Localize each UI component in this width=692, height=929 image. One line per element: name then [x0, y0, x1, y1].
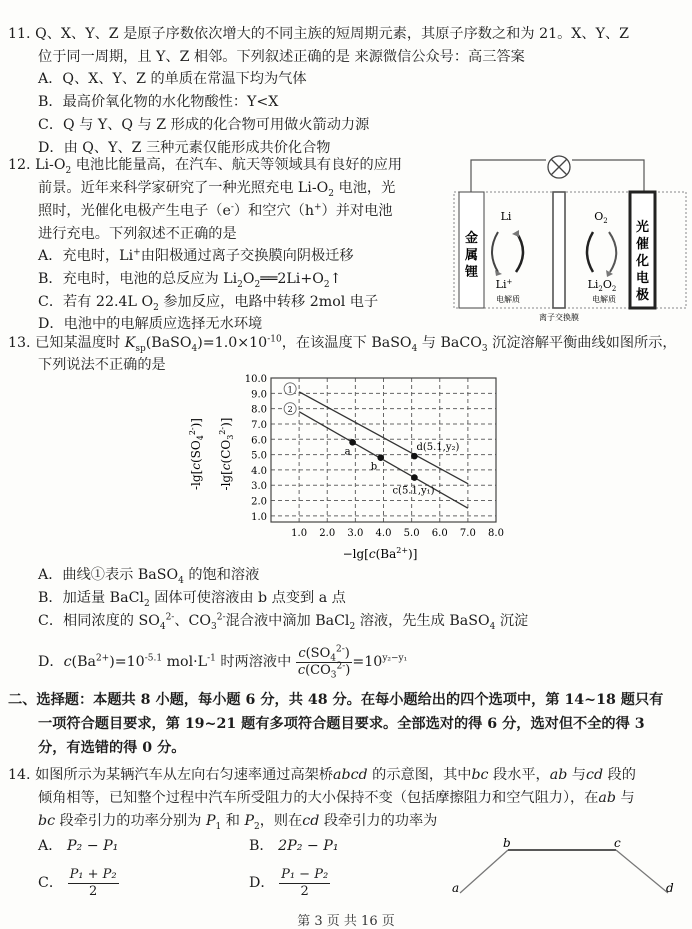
- q12-option-c[interactable]: [38, 292, 378, 312]
- q13-opt-text: 固体可使溶液由 b 点变到 a 点: [149, 590, 346, 606]
- frac-text: ): [344, 645, 350, 661]
- right-bottom-label-sub: 2: [611, 285, 617, 293]
- q14-option-a[interactable]: [38, 836, 118, 856]
- cycle-arrow-icon: [609, 232, 616, 272]
- q11-option-b[interactable]: B．最高价氧化物的水化物酸性：Y<X: [38, 94, 279, 110]
- q13-fraction-denominator: [296, 663, 353, 679]
- q11-option-d[interactable]: D．由 Q、Y、Z 三种元素仅能形成共价化合物: [38, 140, 331, 156]
- section2-heading-line1: 二、选择题：本题共 8 小题，每小题 6 分，共 48 分。在每小题给出的四个选项中，第 14~18 题只有: [8, 692, 664, 708]
- q14-italic: P: [205, 813, 216, 829]
- q13-option-c[interactable]: [38, 611, 528, 631]
- q12-sub: 2: [328, 188, 335, 199]
- section2-heading-line2: 一项符合题目要求，第 19~21 题有多项符合题目要求。全部选对的得 6 分，选对但不全的得 3: [38, 716, 645, 732]
- left-bottom-label-text: Li: [495, 278, 507, 291]
- q13-line2: 下列说法不正确的是: [38, 357, 166, 373]
- q12-opt-text: O: [242, 271, 255, 287]
- q13-sup: 2-: [216, 612, 226, 623]
- x-tick-label: 3.0: [347, 528, 364, 539]
- q12-sup: +: [133, 247, 141, 258]
- q14-line3: [38, 811, 437, 831]
- q13-opt-text: 的饱和溶液: [183, 567, 260, 583]
- q13-number: 13.: [8, 335, 31, 351]
- q11-stem-2: 位于同一周期，且 Y、Z 相邻。下列叙述正确的是 来源微信公众号：高三答案: [38, 49, 525, 65]
- q12-sub: 2: [254, 279, 261, 290]
- q12-text: Li-O: [35, 157, 66, 173]
- q14-opt-d-fraction: [279, 867, 330, 900]
- q14-sub: 2: [253, 821, 260, 832]
- q13-opt-text: 沉淀: [495, 613, 529, 629]
- data-point: [349, 439, 356, 446]
- q13-option-d[interactable]: [38, 645, 407, 679]
- q12-sub: 2: [323, 279, 330, 290]
- q13-sup: 2+: [95, 653, 110, 664]
- right-electrode-char: 化: [635, 254, 650, 269]
- q13-opt-text: 混合液中滴加 BaCl: [225, 613, 350, 629]
- q14-text: 与: [615, 790, 635, 806]
- page-footer: 第 3 页 共 16 页: [297, 914, 395, 929]
- x-tick-label: 6.0: [431, 528, 448, 539]
- q13-opt-text: C．相同浓度的 SO: [38, 613, 160, 629]
- q14-italic: ab: [549, 767, 568, 783]
- q13-opt-text: 溶液，先生成 BaSO: [355, 613, 490, 629]
- frac-c: c: [298, 645, 306, 661]
- frac-sup: 2-: [335, 644, 345, 655]
- q14-text: 的示意图，其中: [367, 767, 472, 783]
- frac-c: c: [297, 662, 306, 678]
- left-bottom-label: [496, 278, 513, 291]
- q13-sub: 3: [211, 621, 217, 632]
- q12-opt-text: ↑: [329, 271, 342, 287]
- q14-opt-label: B．: [249, 838, 274, 854]
- q12-line4: 进行充电。下列叙述不正确的是: [38, 226, 237, 242]
- q14-text: 段水平，: [488, 767, 550, 783]
- q13-option-a[interactable]: [38, 565, 259, 585]
- q14-opt-label: C．: [38, 875, 64, 891]
- chart-grid: [271, 378, 496, 522]
- y-tick-label: 2.0: [251, 496, 267, 508]
- right-bottom-label-sub: 2: [598, 285, 603, 293]
- y-tick-label: 6.0: [251, 435, 267, 447]
- q12-sub: 2: [153, 302, 159, 313]
- q11-option-c[interactable]: C．Q 与 Y、Q 与 Z 形成的化合物可用做火箭动力源: [38, 117, 370, 133]
- x-tick-label: 4.0: [375, 528, 392, 539]
- membrane-label: 离子交换膜: [539, 313, 579, 322]
- q13-opt-text: =10: [352, 654, 383, 670]
- q12-opt-text: ══2Li+O: [260, 271, 324, 287]
- q13-opt-text: (Ba: [71, 654, 96, 670]
- q11-line1: [8, 24, 629, 44]
- right-bottom-label: [588, 278, 617, 293]
- q13-opt-text: 、CO: [174, 613, 212, 629]
- q13-sup: -10: [267, 334, 282, 345]
- x-axis-label: $-\lg[c(Ba^{2+})]$: [342, 546, 418, 561]
- arrow-head-icon: [512, 230, 519, 237]
- right-top-label: [594, 210, 608, 225]
- y-tick-label: 1.0: [251, 511, 267, 523]
- x-tick-label: 5.0: [403, 528, 420, 539]
- q14-opt-label: D．: [249, 875, 275, 891]
- chart-y-ticks: [245, 374, 267, 523]
- y-tick-label: 3.0: [251, 481, 267, 493]
- frac-sub: 4: [330, 653, 336, 664]
- q12-text: 电池，光: [334, 180, 396, 196]
- q14-opt-label: A．: [38, 838, 63, 854]
- q12-opt-text: C．若有 22.4L O: [38, 294, 154, 310]
- q13-sup: -5.1: [144, 653, 163, 664]
- data-point-label: d(5.1,y₂): [416, 442, 460, 454]
- right-electrode-char: 电: [635, 271, 650, 286]
- right-electrode-char: 极: [635, 288, 650, 303]
- q13-text: 沉淀溶解平衡曲线如图所示，: [487, 335, 677, 351]
- q12-text: ）和空穴（h: [233, 203, 314, 219]
- q13-sub: 2: [143, 598, 150, 609]
- q12-option-b[interactable]: [38, 269, 341, 289]
- left-electrode-char: 锂: [464, 265, 479, 280]
- lamp-icon: [548, 156, 570, 178]
- data-point: [377, 454, 384, 461]
- x-tick-label: 1.0: [291, 528, 308, 539]
- q13-opt-text: D．: [38, 654, 64, 670]
- q13-text: (BaSO: [145, 335, 192, 351]
- data-point-label: a: [344, 446, 351, 458]
- data-point: [411, 474, 418, 481]
- q12-line2: [38, 178, 395, 198]
- q13-line1: [8, 333, 677, 353]
- fraction-denominator: 2: [300, 883, 309, 899]
- q12-text: ）并对电池: [321, 203, 393, 219]
- q14-number: 14.: [8, 767, 31, 783]
- bridge-label-b: b: [503, 836, 511, 850]
- q13-sub: 3: [481, 343, 488, 354]
- ion-exchange-membrane: [553, 192, 565, 308]
- q13-text: 已知某温度时: [35, 335, 125, 351]
- chart-x-ticks: [291, 528, 504, 539]
- cycle-arrow-icon: [492, 232, 498, 272]
- q14-italic: ab: [598, 790, 616, 806]
- right-top-label-sub: 2: [603, 217, 608, 225]
- right-electrode-char: 光: [635, 220, 650, 235]
- q14-italic: bc: [38, 813, 56, 829]
- q14-italic: bc: [471, 767, 489, 783]
- y-tick-label: 4.0: [251, 465, 267, 477]
- right-electrode-char: 催: [635, 237, 650, 252]
- frac-sup: 2-: [336, 661, 346, 672]
- solubility-equilibrium-chart: [180, 370, 510, 565]
- q13-sub: 2: [349, 621, 356, 632]
- q12-opt-text: B．充电时，电池的总反应为 Li: [38, 271, 238, 287]
- q13-text: 与 BaCO: [417, 335, 482, 351]
- q14-opt-expr: P₂ − P₁: [66, 838, 119, 854]
- q14-option-d[interactable]: [249, 866, 330, 900]
- q13-opt-c: c: [63, 654, 72, 670]
- q12-line1: [8, 155, 402, 175]
- q12-option-a[interactable]: [38, 246, 354, 266]
- q12-sup: +: [313, 202, 322, 213]
- y-tick-label: 10.0: [244, 374, 267, 385]
- q14-italic: cd: [586, 767, 604, 783]
- q14-italic: cd: [302, 813, 320, 829]
- data-point-label: c(5.1,y₁): [392, 485, 435, 497]
- frac-sub: 3: [330, 670, 337, 681]
- fraction-numerator: P₁ − P₂: [281, 866, 329, 882]
- q14-text: 段牵引力的功率为: [319, 813, 438, 829]
- cycle-arrow-icon: [587, 232, 593, 272]
- q13-sub: 4: [191, 343, 198, 354]
- q14-italic: abcd: [333, 767, 368, 783]
- y-tick-label: 5.0: [251, 450, 267, 462]
- q13-sub: 4: [489, 621, 496, 632]
- q14-text: 和: [221, 813, 245, 829]
- section2-heading-line3: 分，有选错的得 0 分。: [38, 740, 186, 756]
- q12-sub: 2: [65, 165, 72, 176]
- bridge-label-a: a: [452, 881, 460, 895]
- x-tick-label: 8.0: [488, 528, 504, 539]
- y-axis-label-so4: $-\lg[c(SO_4^{2-})]$: [188, 417, 205, 491]
- q13-sub: 4: [159, 621, 166, 632]
- bridge-segment-ab: [460, 850, 508, 893]
- right-bottom-label-text: Li: [587, 278, 599, 291]
- q13-sub: sp: [135, 343, 146, 354]
- q14-opt-expr: 2P₂ − P₁: [278, 838, 339, 854]
- q12-opt-text: 参加反应，电路中转移 2mol 电子: [158, 294, 379, 310]
- q11-stem-1: Q、X、Y、Z 是原子序数依次增大的不同主族的短周期元素，其原子序数之和为 21。X、Y、Z: [35, 26, 630, 42]
- q13-opt-text: mol·L: [162, 654, 208, 670]
- q12-sub: 2: [237, 279, 243, 290]
- q13-ksp-k: K: [124, 335, 136, 351]
- q14-sub: 1: [215, 821, 222, 832]
- q12-opt-text: 由阳极通过离子交换膜向阴极迁移: [140, 248, 354, 264]
- bridge-label-c: c: [614, 836, 621, 850]
- q13-opt-text: )=10: [109, 654, 145, 670]
- q13-sup: -1: [207, 653, 216, 664]
- frac-text: ): [345, 662, 351, 678]
- overpass-bridge-diagram: [440, 836, 690, 900]
- data-point: [411, 453, 418, 460]
- q11-number: 11.: [8, 26, 31, 42]
- right-bottom-label-text: O: [602, 278, 612, 291]
- bridge-label-d: d: [666, 881, 674, 895]
- y-tick-label: 9.0: [251, 389, 267, 401]
- series-label: 2: [287, 405, 293, 415]
- q12-text: 照时，光催化电极产生电子（e: [38, 203, 231, 219]
- q13-option-b[interactable]: [38, 588, 346, 608]
- q14-text: 如图所示为某辆汽车从左向右匀速率通过高架桥: [35, 767, 334, 783]
- q14-option-b[interactable]: [249, 836, 339, 856]
- data-point-label: b: [370, 461, 378, 473]
- q12-text: 电池比能量高，在汽车、航天等领域具有良好的应用: [71, 157, 403, 173]
- y-tick-label: 8.0: [251, 404, 267, 416]
- q13-opt-text: 时两溶液中: [215, 654, 292, 670]
- x-tick-label: 7.0: [459, 528, 476, 539]
- left-top-label: Li: [500, 210, 512, 223]
- li-o2-battery-diagram: [450, 152, 690, 330]
- series-label: 1: [287, 385, 293, 395]
- q13-opt-text: A．曲线①表示 BaSO: [38, 567, 179, 583]
- left-bottom-label-sup: +: [506, 278, 513, 286]
- electrolyte-right-label: 电解质: [592, 295, 616, 304]
- q12-number: 12.: [8, 157, 31, 173]
- bridge-segment-cd: [616, 850, 668, 893]
- q11-option-a[interactable]: A．Q、X、Y、Z 的单质在常温下均为气体: [38, 71, 307, 87]
- left-electrode-char: 金: [464, 231, 479, 246]
- q12-sup: -: [230, 202, 234, 213]
- q13-sub: 4: [178, 575, 184, 586]
- q14-line1: [8, 765, 636, 785]
- q13-text: )=1.0×10: [197, 335, 268, 351]
- fraction-numerator: P₁ + P₂: [69, 866, 117, 882]
- q13-text: ，在该温度下 BaSO: [281, 335, 412, 351]
- frac-text: (CO: [305, 662, 331, 678]
- q14-text: 倾角相等，已知整个过程中汽车所受阻力的大小保持不变（包括摩擦阻力和空气阻力），在: [38, 790, 599, 806]
- right-top-label-text: O: [594, 210, 604, 223]
- frac-text: (SO: [305, 645, 331, 661]
- q13-sub: 4: [411, 343, 418, 354]
- q12-line3: [38, 201, 392, 221]
- cycle-arrow-icon: [516, 232, 523, 272]
- y-tick-label: 7.0: [251, 419, 267, 431]
- left-electrode-char: 属: [464, 248, 479, 263]
- q14-text: 与: [567, 767, 586, 783]
- q12-option-d[interactable]: D．电池中的电解质应选择无水环境: [38, 316, 263, 332]
- q13-sup: 2-: [165, 612, 175, 623]
- q14-text: 段的: [603, 767, 636, 783]
- q13-fraction: [296, 646, 353, 679]
- q14-italic: P: [244, 813, 254, 829]
- fraction-denominator: 2: [88, 883, 98, 899]
- q13-opt-text: B．加适量 BaCl: [38, 590, 144, 606]
- electrolyte-left-label: 电解质: [496, 295, 520, 304]
- q14-text: 段牵引力的功率分别为: [55, 813, 206, 829]
- q13-sup: y₂−y₁: [382, 653, 408, 664]
- q12-opt-text: A．充电时，Li: [38, 248, 134, 264]
- q12-text: 前景。近年来科学家研究了一种光照充电 Li-O: [38, 180, 329, 196]
- q14-line2: [38, 788, 635, 808]
- q14-option-c[interactable]: [38, 866, 119, 900]
- q13-fraction-numerator: [296, 646, 353, 663]
- y-axis-label-co3: $-\lg[c(CO_3^{2-})]$: [218, 417, 235, 491]
- q14-opt-c-fraction: [68, 867, 119, 900]
- q14-text: ，则在: [259, 813, 303, 829]
- x-tick-label: 2.0: [319, 528, 336, 539]
